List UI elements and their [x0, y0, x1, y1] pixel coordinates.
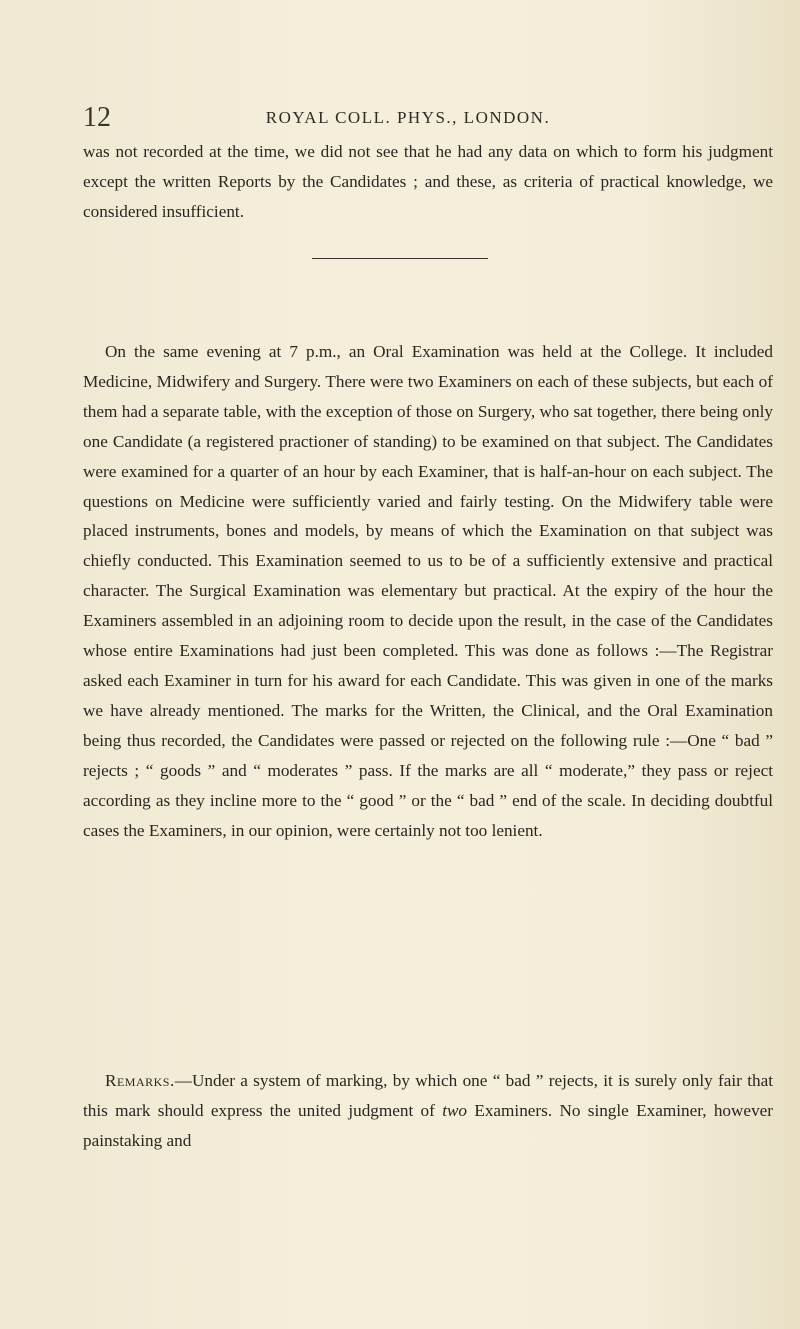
section-divider: [312, 258, 488, 259]
running-title: ROYAL COLL. PHYS., LONDON.: [265, 108, 551, 127]
remarks-text: [83, 1066, 773, 1156]
remarks-italic-word: two: [442, 1100, 468, 1120]
paragraph-text: was not recorded at the time, we did not see that he had any data on which to form his judgment except the written Reports by the Candidates ; and these, as criteria of practical knowledge, we considered insufficient.: [83, 142, 773, 221]
paragraph-text: On the same evening at 7 p.m., an Oral Examination was held at the College. It included Medicine, Midwifery and Surgery. There were two Examiners on each of these subjects, but each of them had a separate table, with the exception of those on Surgery, who sat together, there being only one Candidate (a registered practioner of standing) to be examined on that subject. The Candidates were examined for a quarter of an hour by each Examiner, that is half-an-hour on each subject. The questions on Medicine were sufficiently varied and fairly testing. On the Midwifery table were placed instruments, bones and models, by means of which the Examination on that subject was chiefly conducted. This Examination seemed to us to be of a sufficiently extensive and practical character. The Surgical Examination was elementary but practical. At the expiry of the hour the Examiners assembled in an adjoining room to decide upon the result, in the case of the Candidates whose entire Examinations had just been completed. This was done as follows :—The Registrar asked each Examiner in turn for his award for each Candidate. This was given in one of the marks we have already mentioned. The marks for the Written, the Clinical, and the Oral Examination being thus recorded, the Candidates were passed or rejected on the following rule :—One “ bad ” rejects ; “ goods ” and “ moderates ” pass. If the marks are all “ moderate,” they pass or reject according as they incline more to the “ good ” or the “ bad ” end of the scale. In deciding doubtful cases the Examiners, in our opinion, were certainly not too lenient.: [83, 342, 773, 840]
page-number: 12: [83, 102, 111, 133]
remarks-label: Remarks.: [105, 1071, 175, 1090]
remarks-text-end: Examiners. No single Examiner, however painstaking and: [83, 1100, 774, 1150]
running-head: [83, 102, 733, 138]
oral-examination-paragraph: [83, 337, 773, 845]
continuation-paragraph: [83, 137, 773, 227]
remarks-paragraph: [83, 1066, 773, 1156]
remarks-text-start: —Under a system of marking, by which one “ bad ” rejects, it is surely only fair that this mark should express the united judgment of: [83, 1071, 773, 1120]
